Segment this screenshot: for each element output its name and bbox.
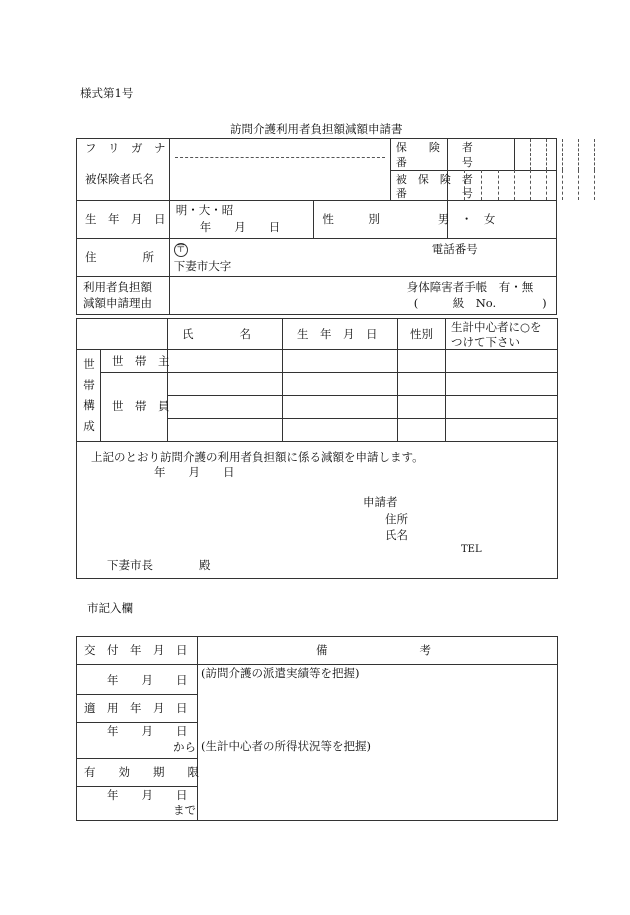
insured-name-label: 被保険者氏名 <box>85 172 154 186</box>
office-section-title: 市記入欄 <box>87 601 133 615</box>
insured-no-label-1: 被 保 険 者 <box>395 173 473 186</box>
reason-label-2: 減額申請理由 <box>83 296 152 310</box>
issue-date-value-cell[interactable] <box>77 665 198 695</box>
form-title: 訪問介護利用者負担額減額申請書 <box>230 122 403 136</box>
birth-value-cell[interactable] <box>169 201 314 239</box>
declaration-name: 氏名 <box>385 528 408 542</box>
household-vertical-label-cell <box>77 350 101 442</box>
member-check-cell[interactable] <box>446 373 558 396</box>
furigana-label: フ リ ガ ナ <box>85 141 166 155</box>
application-table <box>76 138 557 315</box>
apply-date-value-cell[interactable] <box>77 723 198 759</box>
declaration-applicant: 申請者 <box>363 495 398 509</box>
apply-date-label: 適 用 年 月 日 <box>84 701 188 715</box>
household-header-blank <box>77 319 168 350</box>
issue-date-ymd: 年 月 日 <box>107 673 188 687</box>
office-table <box>76 636 558 821</box>
declaration-box <box>76 441 558 579</box>
reason-label-1: 利用者負担額 <box>83 280 152 294</box>
address-label: 住 所 <box>85 250 154 264</box>
head-name-cell[interactable] <box>168 350 283 373</box>
gender-label-cell <box>314 201 448 239</box>
household-head-label-cell <box>101 350 168 373</box>
household-table <box>76 318 558 442</box>
declaration-addressee: 下妻市長 殿 <box>107 558 211 572</box>
apply-date-from: から <box>173 740 196 754</box>
era-options: 明・大・昭 <box>175 203 234 217</box>
member-name-cell[interactable] <box>168 396 283 419</box>
household-header-gender <box>398 319 446 350</box>
member-gender-cell[interactable] <box>398 419 446 442</box>
member-name-cell[interactable] <box>168 419 283 442</box>
household-check-header-2: つけて下さい <box>451 335 520 349</box>
remark-dispatch: (訪問介護の派遣実績等を把握) <box>201 666 360 680</box>
insurer-number-boxes[interactable] <box>447 139 556 201</box>
household-check-header-1: 生計中心者に○を <box>451 320 542 334</box>
household-birth-header: 生 年 月 日 <box>297 327 378 341</box>
household-vertical-label: 世 帯 構 成 <box>83 357 95 433</box>
gender-options: 男 ・ 女 <box>437 212 496 226</box>
address-label-cell <box>77 239 170 277</box>
household-header-name <box>168 319 283 350</box>
name-input-cell[interactable] <box>169 139 390 201</box>
declaration-address: 住所 <box>385 512 408 526</box>
remarks-header-cell <box>198 637 558 665</box>
handbook-line-1: 身体障害者手帳 有・無 <box>406 280 534 294</box>
head-birth-cell[interactable] <box>283 350 398 373</box>
insured-no-label-2: 番 号 <box>395 187 473 200</box>
declaration-statement: 上記のとおり訪問介護の利用者負担額に係る減額を申請します。 <box>91 450 424 464</box>
declaration-tel: TEL <box>461 544 482 555</box>
member-gender-cell[interactable] <box>398 373 446 396</box>
household-head-label: 世 帯 主 <box>112 354 170 368</box>
issue-date-label-cell <box>77 637 198 665</box>
form-number: 様式第1号 <box>80 86 134 100</box>
head-gender-cell[interactable] <box>398 350 446 373</box>
household-header-check <box>446 319 558 350</box>
household-member-label-cell <box>101 373 168 442</box>
member-check-cell[interactable] <box>446 396 558 419</box>
gender-value-cell[interactable] <box>437 201 556 239</box>
handbook-line-2: ( 級 No. ) <box>413 296 547 310</box>
insurer-no-label-2: 番 号 <box>395 156 473 169</box>
declaration-date: 年 月 日 <box>154 465 235 479</box>
household-member-label: 世 帯 員 <box>112 399 170 413</box>
apply-date-label-cell <box>77 695 198 723</box>
head-check-cell[interactable] <box>446 350 558 373</box>
address-value: 下妻市大字 <box>173 259 232 273</box>
insurer-no-label-1: 保 険 者 <box>395 141 473 154</box>
remarks-value-cell[interactable] <box>198 665 558 821</box>
member-name-cell[interactable] <box>168 373 283 396</box>
postal-mark-icon: 〒 <box>175 244 186 255</box>
birth-ymd: 年 月 日 <box>199 220 281 234</box>
expiry-value-cell[interactable] <box>77 787 198 821</box>
apply-date-ymd: 年 月 日 <box>107 724 188 738</box>
birth-label-cell <box>77 201 170 239</box>
issue-date-label: 交 付 年 月 日 <box>84 643 188 657</box>
address-value-cell[interactable] <box>169 239 556 277</box>
household-gender-header: 性別 <box>410 327 433 341</box>
member-birth-cell[interactable] <box>283 396 398 419</box>
phone-label: 電話番号 <box>431 242 478 256</box>
remarks-label: 備 考 <box>316 643 431 657</box>
reason-value-cell[interactable] <box>169 277 556 315</box>
household-name-header: 氏 名 <box>182 327 251 341</box>
member-check-cell[interactable] <box>446 419 558 442</box>
reason-label-cell <box>77 277 170 315</box>
remark-income: (生計中心者の所得状況等を把握) <box>201 739 371 753</box>
expiry-ymd: 年 月 日 <box>107 788 188 802</box>
household-header-birth <box>283 319 398 350</box>
expiry-label: 有 効 期 限 <box>84 765 199 779</box>
member-gender-cell[interactable] <box>398 396 446 419</box>
expiry-until: まで <box>173 803 196 817</box>
gender-label: 性 別 <box>322 212 380 226</box>
name-label-cell <box>77 139 170 201</box>
birth-label: 生 年 月 日 <box>85 212 166 226</box>
member-birth-cell[interactable] <box>283 419 398 442</box>
insurer-label-cell <box>390 139 473 201</box>
member-birth-cell[interactable] <box>283 373 398 396</box>
expiry-label-cell <box>77 759 198 787</box>
